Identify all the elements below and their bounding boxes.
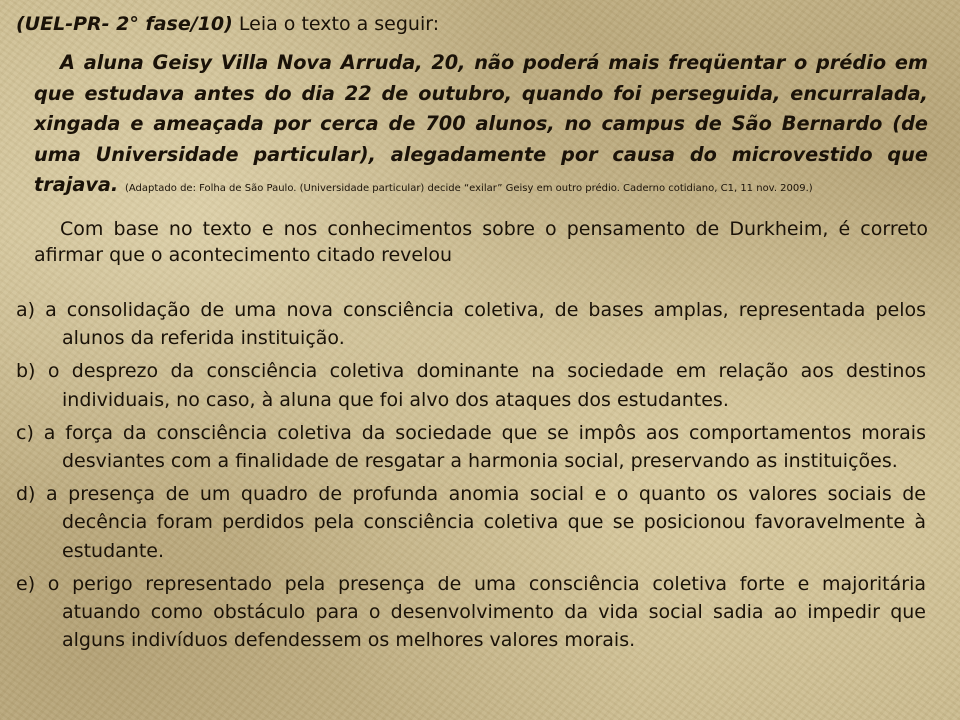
option-text: a presença de um quadro de profunda anomia social e o quanto os valores sociais de decência foram perdidos pela consciência coletiva que se posicionou favoravelmente à estudante. — [46, 483, 926, 562]
option-letter: b) — [16, 360, 36, 383]
option-e — [16, 570, 926, 655]
question-stem: Com base no texto e nos conhecimentos sobre o pensamento de Durkheim, é correto afirmar que o acontecimento citado revelou — [34, 218, 928, 266]
option-letter: a) — [16, 299, 36, 321]
option-letter: d) — [16, 483, 36, 506]
option-letter: c) — [16, 421, 34, 444]
answer-options — [0, 296, 960, 659]
option-text: o perigo representado pela presença de uma consciência coletiva forte e majoritária atuando como obstáculo para o desenvolvimento da vida social sadia ao impedir que alguns indivíduos defendessem os melhores valores morais. — [47, 572, 926, 652]
question-header — [16, 11, 936, 37]
option-letter: e) — [16, 572, 36, 595]
option-a — [16, 296, 926, 352]
option-text: a força da consciência coletiva da sociedade que se impôs aos comportamentos morais desviantes com a finalidade de resgatar a harmonia social, preservando as instituições. — [43, 421, 926, 473]
quoted-passage — [34, 48, 928, 205]
option-text: a consolidação de uma nova consciência coletiva, de bases amplas, representada pelos alunos da referida instituição. — [45, 299, 927, 350]
option-c — [16, 419, 926, 475]
option-text: o desprezo da consciência coletiva dominante na sociedade em relação aos destinos individuais, no caso, à aluna que foi alvo dos ataques dos estudantes. — [47, 360, 926, 411]
option-d — [16, 480, 926, 565]
exam-source: (UEL-PR- 2° fase/10) — [16, 13, 233, 35]
intro-text: Leia o texto a seguir: — [238, 13, 440, 35]
quote-text: A aluna Geisy Villa Nova Arruda, 20, não poderá mais freqüentar o prédio em que estudava antes do dia 22 de outubro, quando foi perseguida, encurralada, xingada e ameaçada por cerca de 700 alunos, no campus de São Bernardo (de uma Universidade particular), alegadamente por causa do microvestido que trajava. — [34, 51, 928, 196]
quote-citation: (Adaptado de: Folha de São Paulo. (Universidade particular) decide “exilar” Geisy em outro prédio. Caderno cotidiano, C1, 11 nov. 2009.) — [124, 183, 813, 194]
option-b — [16, 357, 926, 413]
